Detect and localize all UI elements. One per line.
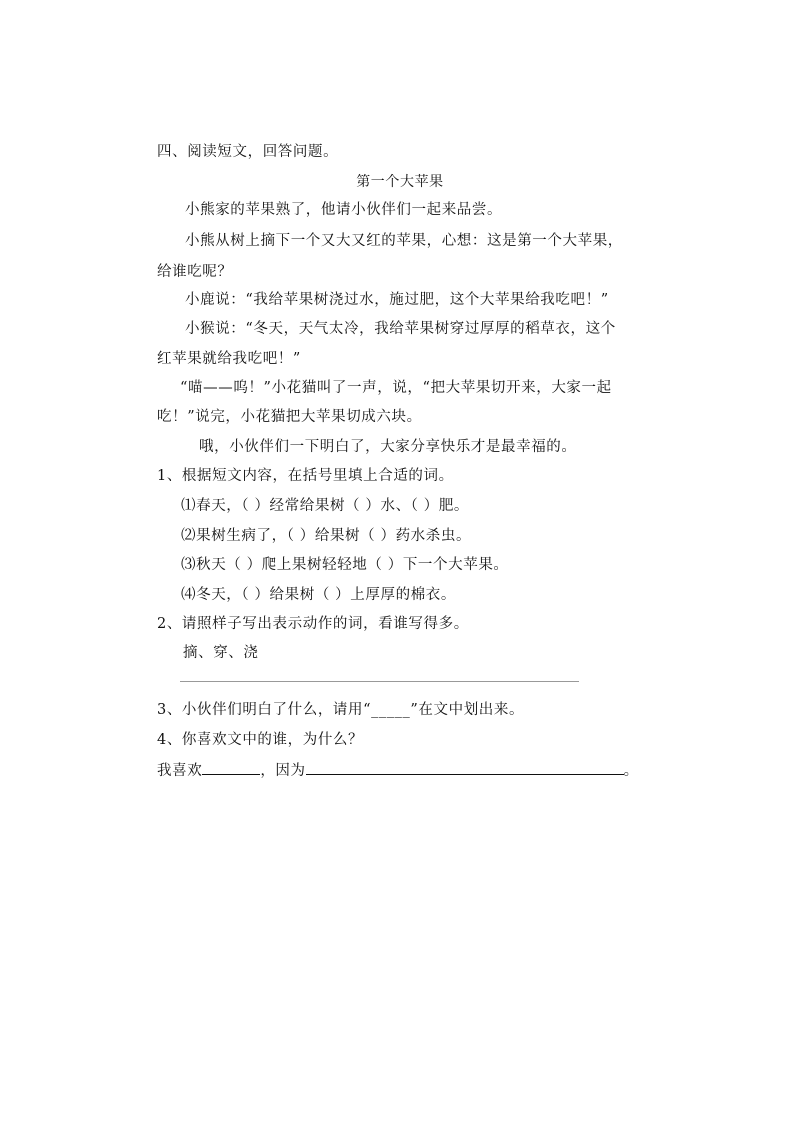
question-4-answer-part-2: ，因为 <box>260 763 306 779</box>
question-4-prompt: 4、你喜欢文中的谁，为什么？ <box>157 732 364 748</box>
section-heading: 四、阅读短文，回答问题。 <box>157 144 339 160</box>
answer-blank-reason[interactable] <box>306 760 624 775</box>
question-2-prompt: 2、请照样子写出表示动作的词，看谁写得多。 <box>157 616 469 632</box>
answer-blank-who[interactable] <box>202 760 260 775</box>
question-2-example: 摘、穿、浇 <box>183 645 259 661</box>
question-4-answer-row <box>157 760 639 781</box>
question-4-answer-end: 。 <box>623 763 639 779</box>
question-3-prompt: 3、小伙伴们明白了什么，请用“_____”在文中划出来。 <box>157 702 525 718</box>
question-4-answer-part-1: 我喜欢 <box>157 763 203 779</box>
story-paragraph-4-line-2: 红苹果就给我吃吧！” <box>157 351 301 367</box>
story-paragraph-5-line-1: “喵——呜！”小花猫叫了一声，说，“把大苹果切开来，大家一起 <box>180 380 612 396</box>
question-1-item-1: ⑴春天，（ ）经常给果树（ ）水、（ ）肥。 <box>181 498 470 514</box>
story-paragraph-1: 小熊家的苹果熟了，他请小伙伴们一起来品尝。 <box>185 202 503 218</box>
story-paragraph-3: 小鹿说：“我给苹果树浇过水，施过肥，这个大苹果给我吃吧！” <box>185 292 609 308</box>
story-title: 第一个大苹果 <box>356 174 444 190</box>
question-1-item-2: ⑵果树生病了，（ ）给果树（ ）药水杀虫。 <box>181 528 472 544</box>
question-1-item-3: ⑶秋天（ ）爬上果树轻轻地（ ）下一个大苹果。 <box>181 557 509 573</box>
story-paragraph-6: 哦，小伙伴们一下明白了，大家分享快乐才是最幸福的。 <box>199 439 577 455</box>
question-1-item-4: ⑷冬天，（ ）给果树（ ）上厚厚的棉衣。 <box>181 587 456 603</box>
question-1-prompt: 1、根据短文内容，在括号里填上合适的词。 <box>157 468 454 484</box>
story-paragraph-2-line-2: 给谁吃呢？ <box>157 264 233 280</box>
story-paragraph-4-line-1: 小猴说：“冬天，天气太冷，我给苹果树穿过厚厚的稻草衣，这个 <box>185 321 616 337</box>
answer-line-question-2[interactable] <box>180 681 579 682</box>
story-paragraph-2-line-1: 小熊从树上摘下一个又大又红的苹果，心想：这是第一个大苹果， <box>185 233 623 249</box>
story-paragraph-5-line-2: 吃！”说完，小花猫把大苹果切成六块。 <box>157 409 422 425</box>
